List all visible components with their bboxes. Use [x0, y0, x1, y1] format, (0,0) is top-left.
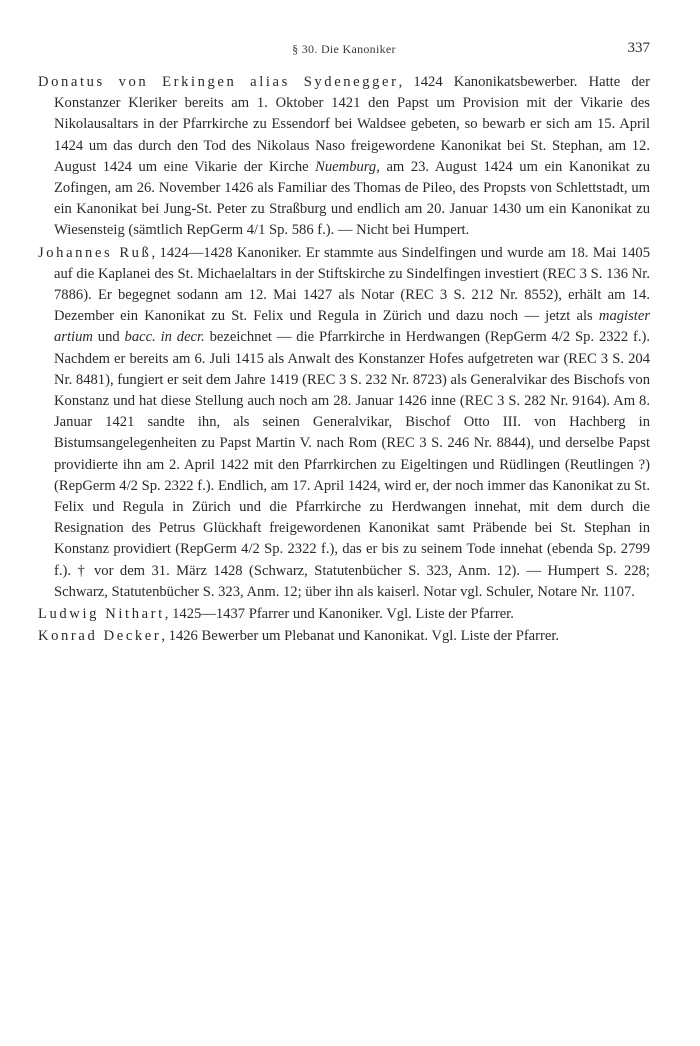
entry-name: Johannes Ruß — [38, 244, 152, 261]
entry-ludwig-nithart: Ludwig Nithart, 1425—1437 Pfarrer und Kanoniker. Vgl. Liste der Pfarrer. — [38, 606, 514, 623]
entry-name: Ludwig Nithart — [38, 606, 165, 623]
page-number: 337 — [627, 40, 650, 56]
entry-name: Konrad Decker — [38, 628, 162, 645]
page-header — [38, 36, 650, 60]
entry-donatus-von-erkingen: Donatus von Erkingen alias Sydenegger, 1424 Kanonikatsbewerber. Hatte der Konstanzer Kleriker bereits am 1. Oktober 1421 den Papst um Provision mit der Vikarie des Nikolausaltars in der Pfarrkirche zu Essendorf bei Waldsee gebeten, so bewarb er sich am 15. April 1424 um das durch den Tod des Nikolaus Naso freigewordene Kanonikat bei St. Stephan, am 12. August 1424 um eine Vikarie der Kirche Nuemburg, am 23. August 1424 um ein Kanonikat zu Zofingen, am 26. November 1426 als Familiar des Thomas de Pileo, des Propsts von Schlettstadt, um ein Kanonikat bei Jung-St. Peter zu Straßburg und endlich am 20. Januar 1430 um ein Kanonikat zu Wiesensteig (sämtlich RepGerm 4/1 Sp. 586 f.). — Nicht bei Humpert. — [38, 74, 650, 239]
book-page — [38, 36, 650, 647]
entry-name: Donatus von Erkingen alias Sydenegger — [38, 74, 399, 90]
running-head: § 30. Die Kanoniker — [292, 42, 396, 56]
entry-konrad-decker: Konrad Decker, 1426 Bewerber um Plebanat und Kanonikat. Vgl. Liste der Pfarrer. — [38, 628, 560, 645]
entry-johannes-russ: Johannes Ruß, 1424—1428 Kanoniker. Er stammte aus Sindelfingen und wurde am 18. Mai 1405 auf die Kaplanei des St. Michaelaltars in der Stiftskirche zu Sindelfingen investiert (REC 3 S. 136 Nr. 7886). Er begegnet sodann am 12. Mai 1427 als Notar (REC 3 S. 212 Nr. 8552), erhält am 14. Dezember ein Kanonikat zu St. Felix und Regula in Zürich und dazu noch — jetzt als magister artium und bacc. in decr. bezeichnet — die Pfarrkirche in Herdwangen (RepGerm 4/2 Sp. 2322 f.). Nachdem er bereits am 6. Juli 1415 als Anwalt des Konstanzer Hofes aufgetreten war (REC 3 S. 204 Nr. 8481), fungiert er seit dem Jahre 1419 (REC 3 S. 232 Nr. 8723) als Generalvikar des Bischofs von Konstanz und hat diese Stellung auch noch am 28. Januar 1426 inne (REC 3 S. 282 Nr. 9164). Am 8. Januar 1421 sandte ihn, als seinen Generalvikar, Bischof Otto III. von Hachberg in Bistumsangelegenheiten zu Papst Martin V. nach Rom (REC 3 S. 246 Nr. 8844), und derselbe Papst providierte ihn am 2. April 1422 mit den Pfarrkirchen zu Eigeltingen und Rüdlingen (Reutlingen ?) (RepGerm 4/2 Sp. 2322 f.). Endlich, am 17. April 1424, wird er, der noch immer das Kanonikat zu St. Felix und Regula in Zürich und die Pfarrkirche zu Herdwangen innehat, mit dem durch die Resignation des Petrus Glückhaft freigewordenen Kanonikat samt Präbende bei St. Stephan in Konstanz providiert (RepGerm 4/2 Sp. 2322 f.), das er bis zu seinem Tode innehat (ebenda Sp. 2799 f.). † vor dem 31. März 1428 (Schwarz, Statutenbücher S. 323, Anm. 12). — Humpert S. 228; Schwarz, Statutenbücher S. 323, Anm. 12; über ihn als kaiserl. Notar vgl. Schuler, Notare Nr. 1107. — [38, 244, 651, 600]
